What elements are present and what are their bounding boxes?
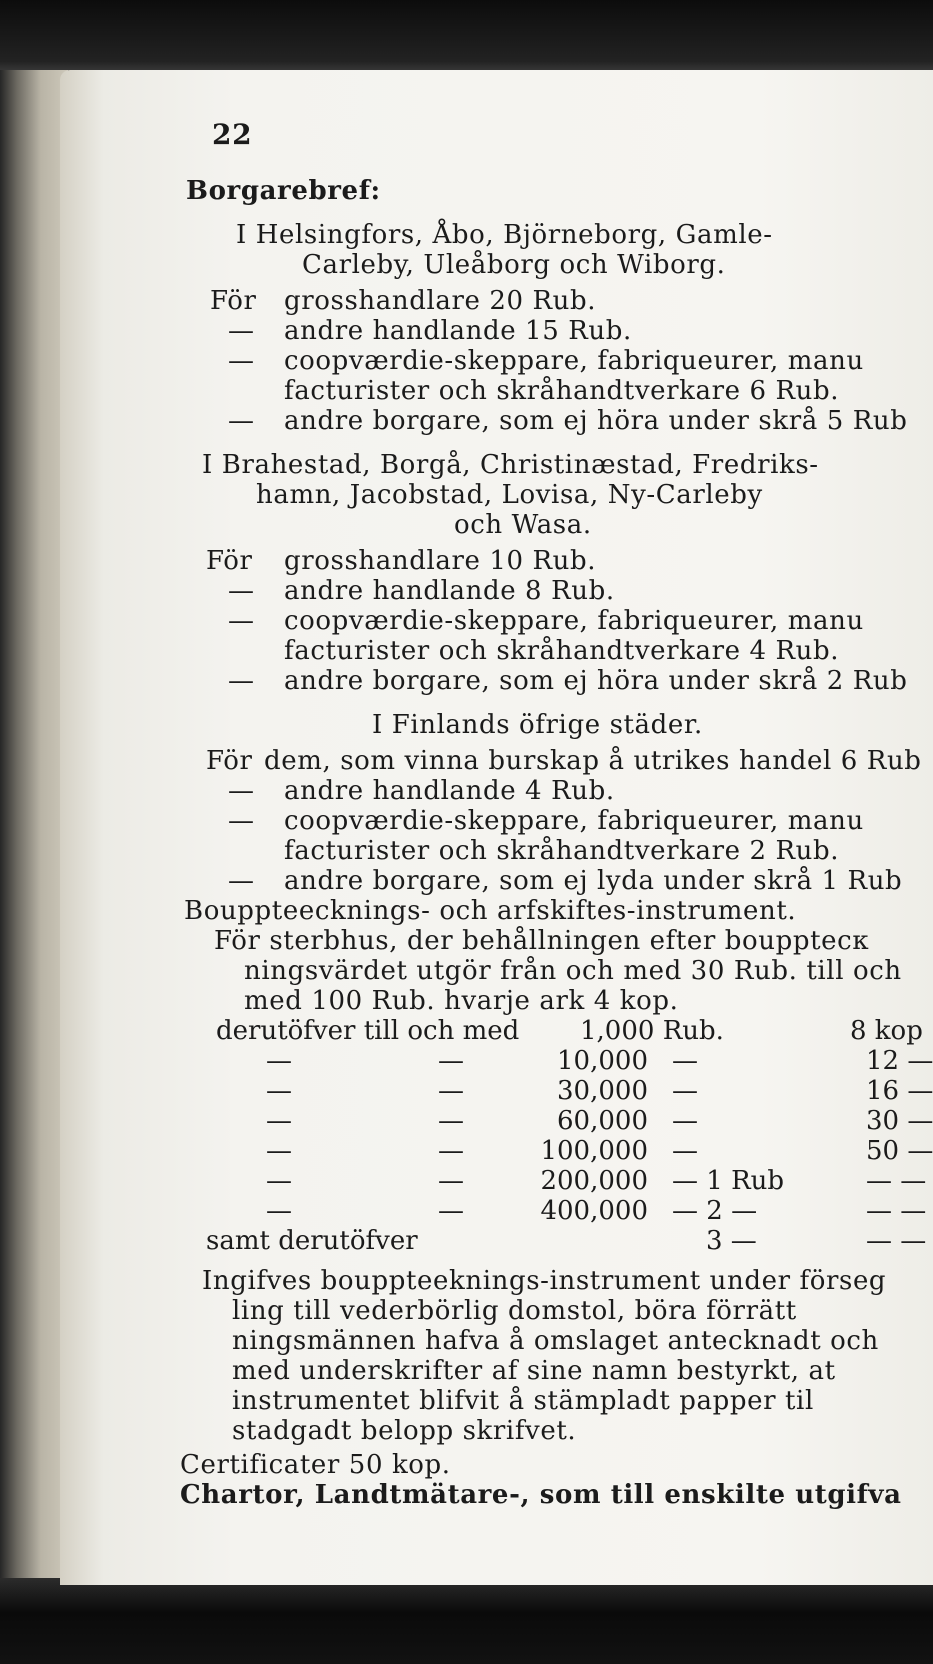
fee-table-fee: 12 — xyxy=(866,1046,933,1076)
fee-table-dash: — xyxy=(266,1136,292,1166)
fee-table-amount: 10,000 xyxy=(557,1046,648,1076)
section3-row-lead: — xyxy=(228,866,255,896)
fee-table-first-fee: 8 kop xyxy=(850,1016,923,1046)
submission-line: med underskrifter af sine namn bestyrkt, at xyxy=(232,1356,836,1386)
fee-table-sep: — 1 Rub xyxy=(672,1166,785,1196)
section1-header-line2: Carleby, Uleåborg och Wiborg. xyxy=(302,250,726,280)
section1-row-lead: — xyxy=(228,346,255,376)
submission-line: stadgadt belopp skrifvet. xyxy=(232,1416,577,1446)
inventory-line: ningsvärdet utgör från och med 30 Rub. till och xyxy=(244,956,902,986)
fee-table-amount: 60,000 xyxy=(557,1106,648,1136)
section1-row-lead: — xyxy=(228,406,255,436)
section2-header-line2: hamn, Jacobstad, Lovisa, Ny-Carleby xyxy=(256,480,763,510)
section1-row-text: facturister och skråhandtverkare 6 Rub. xyxy=(284,376,840,406)
page-number: 22 xyxy=(212,118,253,151)
fee-table-dash: — xyxy=(266,1046,292,1076)
fee-table-sep: — xyxy=(672,1076,698,1106)
inventory-line: För sterbhus, der behållningen efter boupptecк xyxy=(214,926,870,956)
fee-table-dash: — xyxy=(438,1166,464,1196)
section1-row-lead: För xyxy=(210,286,257,316)
section2-row-text: facturister och skråhandtverkare 4 Rub. xyxy=(284,636,840,666)
fee-table-sep: — xyxy=(672,1046,698,1076)
fee-table-fee: 16 — xyxy=(866,1076,933,1106)
fee-table-dash: — xyxy=(266,1076,292,1106)
inventory-title: Bouppteecknings- och arfskiftes-instrument. xyxy=(184,896,797,926)
fee-table-first-label: derutöfver till och med xyxy=(216,1016,520,1046)
submission-line: ling till vederbörlig domstol, böra förrätt xyxy=(232,1296,797,1326)
fee-table-last-sep: 3 — xyxy=(706,1226,757,1256)
fee-table-fee: — — xyxy=(866,1196,927,1226)
section3-row-lead: För xyxy=(206,746,253,776)
section1-row-text: andre borgare, som ej höra under skrå 5 Rub xyxy=(284,406,908,436)
fee-table-sep: — 2 — xyxy=(672,1196,758,1226)
fee-table-last-fee: — — xyxy=(866,1226,927,1256)
fee-table-dash: — xyxy=(438,1076,464,1106)
section2-row-text: andre handlande 8 Rub. xyxy=(284,576,615,606)
section3-row-text: coopværdie-skeppare, fabriqueurer, manu xyxy=(284,806,864,836)
fee-table-dash: — xyxy=(438,1046,464,1076)
section1-row-lead: — xyxy=(228,316,255,346)
section2-row-lead: — xyxy=(228,666,255,696)
fee-table-last-label: samt derutöfver xyxy=(206,1226,418,1256)
book-binding xyxy=(0,70,68,1590)
charters-line: Chartor, Landtmätare-, som till enskilte utgifva xyxy=(180,1480,902,1510)
section2-row-text: coopværdie-skeppare, fabriqueurer, manu xyxy=(284,606,864,636)
certificates-line: Certificater 50 kop. xyxy=(180,1450,451,1480)
submission-line: ningsmännen hafva å omslaget antecknadt och xyxy=(232,1326,879,1356)
section2-header-line1: I Brahestad, Borgå, Christinæstad, Fredriks- xyxy=(202,450,819,480)
fee-table-dash: — xyxy=(438,1196,464,1226)
section2-row-lead: — xyxy=(228,576,255,606)
fee-table-fee: — — xyxy=(866,1166,927,1196)
fee-table-dash: — xyxy=(266,1166,292,1196)
section1-row-text: andre handlande 15 Rub. xyxy=(284,316,632,346)
fee-table-first-amount: 1,000 Rub. xyxy=(580,1016,724,1046)
fee-table-amount: 400,000 xyxy=(540,1196,648,1226)
section3-row-lead: — xyxy=(228,806,255,836)
section2-header-line3: och Wasa. xyxy=(454,510,592,540)
scan-top-edge xyxy=(0,0,933,72)
fee-table-dash: — xyxy=(438,1106,464,1136)
fee-table-fee: 50 — xyxy=(866,1136,933,1166)
section1-header-line1: I Helsingfors, Åbo, Björneborg, Gamle- xyxy=(236,220,773,250)
fee-table-sep: — xyxy=(672,1136,698,1166)
section3-row-text: dem, som vinna burskap å utrikes handel 6 Rub xyxy=(264,746,922,776)
fee-table-dash: — xyxy=(438,1136,464,1166)
scan-bottom-edge xyxy=(0,1578,933,1664)
section1-row-text: grosshandlare 20 Rub. xyxy=(284,286,597,316)
submission-line: Ingifves bouppteeknings-instrument under förseg xyxy=(202,1266,887,1296)
section-heading: Borgarebref: xyxy=(186,176,381,206)
fee-table-fee: 30 — xyxy=(866,1106,933,1136)
fee-table-dash: — xyxy=(266,1196,292,1226)
fee-table-dash: — xyxy=(266,1106,292,1136)
section3-header: I Finlands öfrige städer. xyxy=(372,710,703,740)
section2-row-lead: — xyxy=(228,606,255,636)
section3-row-text: andre handlande 4 Rub. xyxy=(284,776,615,806)
section2-row-text: andre borgare, som ej höra under skrå 2 Rub xyxy=(284,666,908,696)
section3-row-text: facturister och skråhandtverkare 2 Rub. xyxy=(284,836,840,866)
fee-table-amount: 30,000 xyxy=(557,1076,648,1106)
fee-table-sep: — xyxy=(672,1106,698,1136)
section2-row-text: grosshandlare 10 Rub. xyxy=(284,546,597,576)
submission-line: instrumentet blifvit å stämpladt papper til xyxy=(232,1386,814,1416)
fee-table-amount: 100,000 xyxy=(540,1136,648,1166)
section3-row-text: andre borgare, som ej lyda under skrå 1 Rub xyxy=(284,866,903,896)
section2-row-lead: För xyxy=(206,546,253,576)
fee-table-amount: 200,000 xyxy=(540,1166,648,1196)
section3-row-lead: — xyxy=(228,776,255,806)
book-page xyxy=(60,70,933,1585)
section1-row-text: coopværdie-skeppare, fabriqueurer, manu xyxy=(284,346,864,376)
inventory-line: med 100 Rub. hvarje ark 4 kop. xyxy=(244,986,679,1016)
